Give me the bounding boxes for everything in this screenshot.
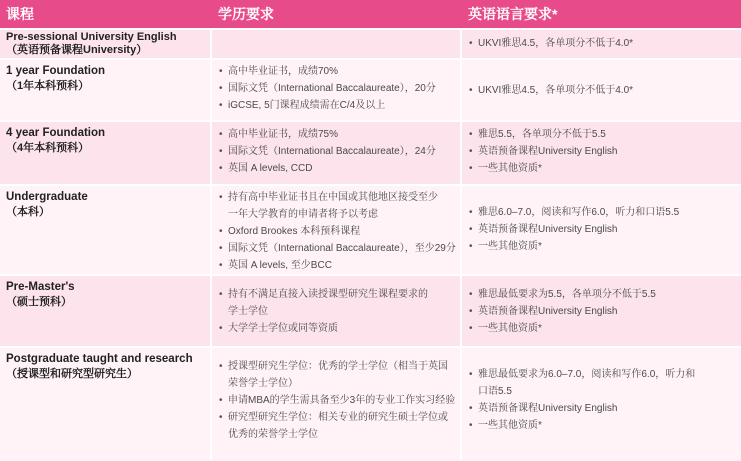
list-item: • 雅思最低要求为6.0–7.0，阅读和写作6.0，听力和 <box>468 366 737 383</box>
list-item: • 英国 A levels, CCD <box>218 160 456 177</box>
list-item: • 一些其他资质* <box>468 238 737 255</box>
list-item: • 高中毕业证书，成绩75% <box>218 126 456 143</box>
english-cell <box>462 186 741 274</box>
course-title: 1 year Foundation <box>6 65 106 77</box>
academic-cell <box>212 186 460 274</box>
course-title: Postgraduate taught and research <box>6 353 193 365</box>
academic-cell <box>212 276 460 346</box>
english-cell <box>462 60 741 120</box>
list-item: • UKVI雅思4.5，各单项分不低于4.0* <box>468 82 737 99</box>
course-subtitle: （授课型和研究型研究生） <box>6 368 138 380</box>
course-subtitle: （4年本科预科） <box>6 142 90 154</box>
table-row <box>0 58 741 120</box>
english-cell <box>462 348 741 461</box>
course-cell <box>0 186 210 274</box>
list-item: 优秀的荣誉学士学位 <box>228 429 318 440</box>
list-item: • 持有高中毕业证书且在中国或其他地区接受至少 <box>218 189 456 206</box>
english-cell <box>462 276 741 346</box>
list-item: 荣誉学士学位） <box>228 378 298 389</box>
course-subtitle: （1年本科预科） <box>6 80 90 92</box>
course-subtitle: （硕士预科） <box>6 296 72 308</box>
course-cell <box>0 30 210 58</box>
list-item: • 申请MBA的学生需具备至少3年的专业工作实习经验 <box>218 392 456 409</box>
course-title: 4 year Foundation <box>6 127 106 139</box>
list-item: • 大学学士学位或同等资质 <box>218 320 456 337</box>
list-item: • 英语预备课程University English <box>468 221 737 238</box>
course-title: Pre-sessional University English <box>6 31 177 43</box>
list-item: • 高中毕业证书，成绩70% <box>218 63 456 80</box>
list-item: • 一些其他资质* <box>468 320 737 337</box>
list-item: • 持有不满足直接入读授课型研究生课程要求的 <box>218 286 456 303</box>
list-item: • Oxford Brookes 本科预科课程 <box>218 223 456 240</box>
list-item: • 研究型研究生学位：相关专业的研究生硕士学位或 <box>218 409 456 426</box>
list-item: • 雅思6.0–7.0，阅读和写作6.0，听力和口语5.5 <box>468 204 737 221</box>
academic-cell <box>212 348 460 461</box>
list-item: • iGCSE, 5门课程成绩需在C/4及以上 <box>218 97 456 114</box>
list-item: 学士学位 <box>228 306 268 317</box>
list-item: • 国际文凭（International Baccalaureate），24分 <box>218 143 456 160</box>
english-cell <box>462 122 741 184</box>
header-english: 英语语言要求* <box>468 6 558 22</box>
list-item: • 英语预备课程University English <box>468 143 737 160</box>
list-item: • 国际文凭（International Baccalaureate），至少29分 <box>218 240 456 257</box>
list-item: • 一些其他资质* <box>468 160 737 177</box>
course-cell <box>0 276 210 346</box>
list-item: • 英语预备课程University English <box>468 303 737 320</box>
course-cell <box>0 122 210 184</box>
table-header <box>0 0 741 28</box>
header-academic: 学历要求 <box>218 6 274 22</box>
table-row <box>0 346 741 461</box>
academic-cell <box>212 122 460 184</box>
course-subtitle: （本科） <box>6 206 50 218</box>
course-cell <box>0 60 210 120</box>
table-row <box>0 28 741 58</box>
course-cell <box>0 348 210 461</box>
table-row <box>0 184 741 274</box>
list-item: • 雅思5.5，各单项分不低于5.5 <box>468 126 737 143</box>
list-item: • 授课型研究生学位：优秀的学士学位（相当于英国 <box>218 358 456 375</box>
list-item: • 国际文凭（International Baccalaureate），20分 <box>218 80 456 97</box>
course-title: Undergraduate <box>6 191 88 203</box>
academic-cell <box>212 30 460 58</box>
table-row <box>0 274 741 346</box>
academic-cell <box>212 60 460 120</box>
english-cell <box>462 30 741 58</box>
list-item: • 英语预备课程University English <box>468 400 737 417</box>
list-item: 口语5.5 <box>478 386 512 397</box>
list-item: • UKVI雅思4.5，各单项分不低于4.0* <box>468 35 737 52</box>
header-course: 课程 <box>6 6 34 22</box>
list-item: • 雅思最低要求为5.5，各单项分不低于5.5 <box>468 286 737 303</box>
table-row <box>0 120 741 184</box>
list-item: 一年大学教育的申请者将予以考虑 <box>228 209 378 220</box>
list-item: • 一些其他资质* <box>468 417 737 434</box>
course-title: Pre-Master's <box>6 281 75 293</box>
list-item: • 英国 A levels, 至少BCC <box>218 257 456 274</box>
course-subtitle: （英语预备课程University） <box>6 44 148 56</box>
